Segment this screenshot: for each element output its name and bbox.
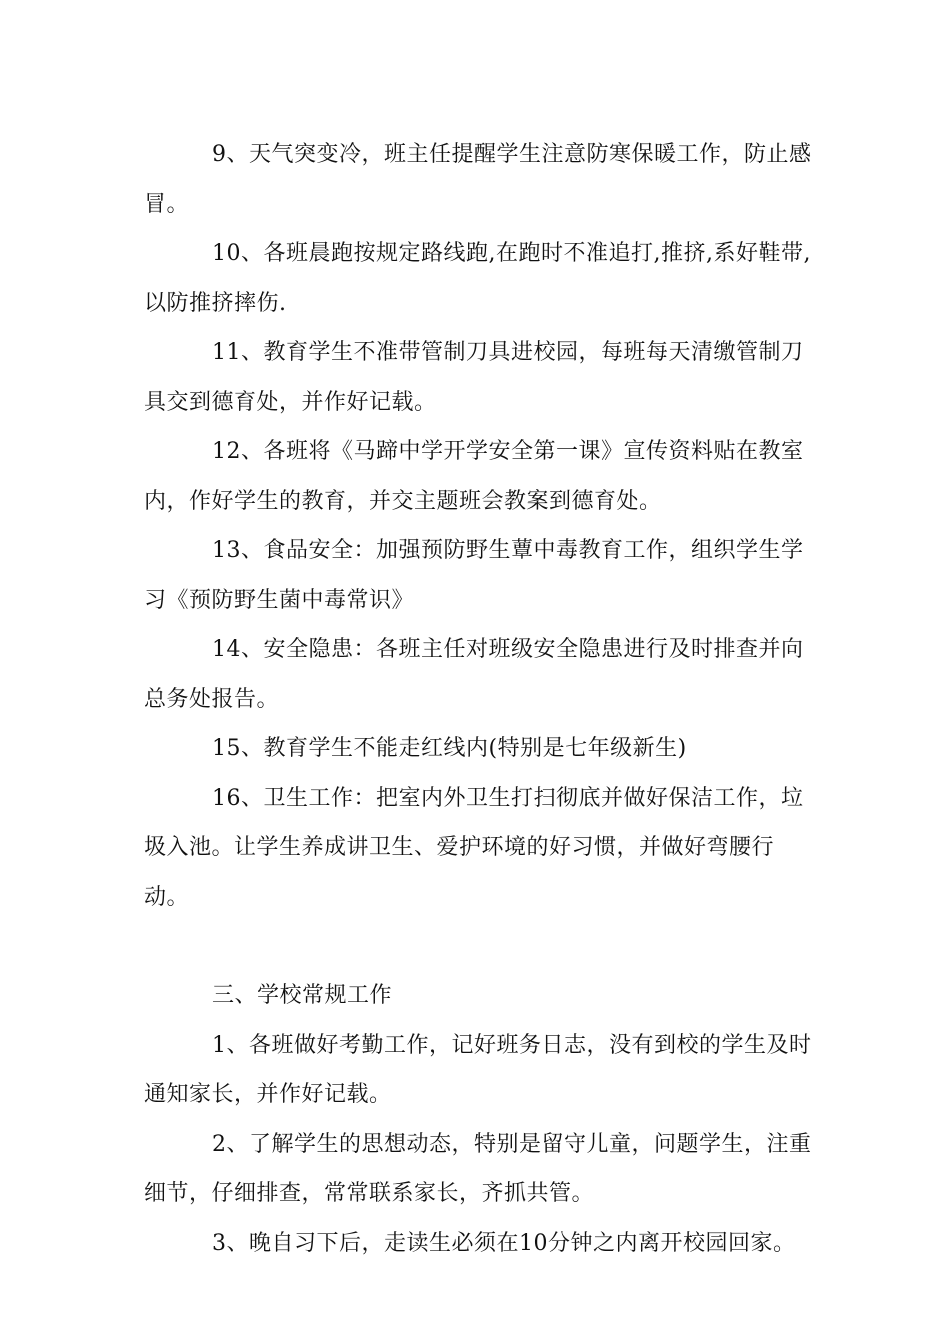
paragraph-item-13: 13、食品安全：加强预防野生蕈中毒教育工作，组织学生学习《预防野生菌中毒常识》 [144, 538, 804, 613]
paragraph-item-14: 14、安全隐患：各班主任对班级安全隐患进行及时排查并向总务处报告。 [144, 637, 804, 712]
paragraph-item-15: 15、教育学生不能走红线内(特别是七年级新生) [212, 736, 687, 761]
document-body [144, 130, 814, 1268]
section-spacer [144, 922, 814, 971]
paragraph-item-16: 16、卫生工作：把室内外卫生打扫彻底并做好保洁工作，垃圾入池。让学生养成讲卫生、爱护环境的好习惯，并做好弯腰行动。 [144, 785, 804, 910]
paragraph-item-11: 11、教育学生不准带管制刀具进校园，每班每天清缴管制刀具交到德育处，并作好记载。 [144, 340, 804, 415]
paragraph-routine-3: 3、晚自习下后，走读生必须在10分钟之内离开校园回家。 [212, 1230, 796, 1256]
paragraph-item-12: 12、各班将《马蹄中学开学安全第一课》宣传资料贴在教室内，作好学生的教育，并交主题班会教案到德育处。 [144, 439, 804, 514]
paragraph-routine-2: 2、了解学生的思想动态，特别是留守儿童，问题学生，注重细节，仔细排查，常常联系家长，齐抓共管。 [144, 1131, 812, 1206]
section-heading: 三、学校常规工作 [212, 983, 393, 1008]
paragraph-item-9: 9、天气突变冷，班主任提醒学生注意防寒保暖工作，防止感冒。 [144, 142, 812, 217]
paragraph-routine-1: 1、各班做好考勤工作，记好班务日志，没有到校的学生及时通知家长，并作好记载。 [144, 1032, 812, 1107]
paragraph-item-10: 10、各班晨跑按规定路线跑,在跑时不准追打,推挤,系好鞋带,以防推挤摔伤. [144, 241, 811, 316]
